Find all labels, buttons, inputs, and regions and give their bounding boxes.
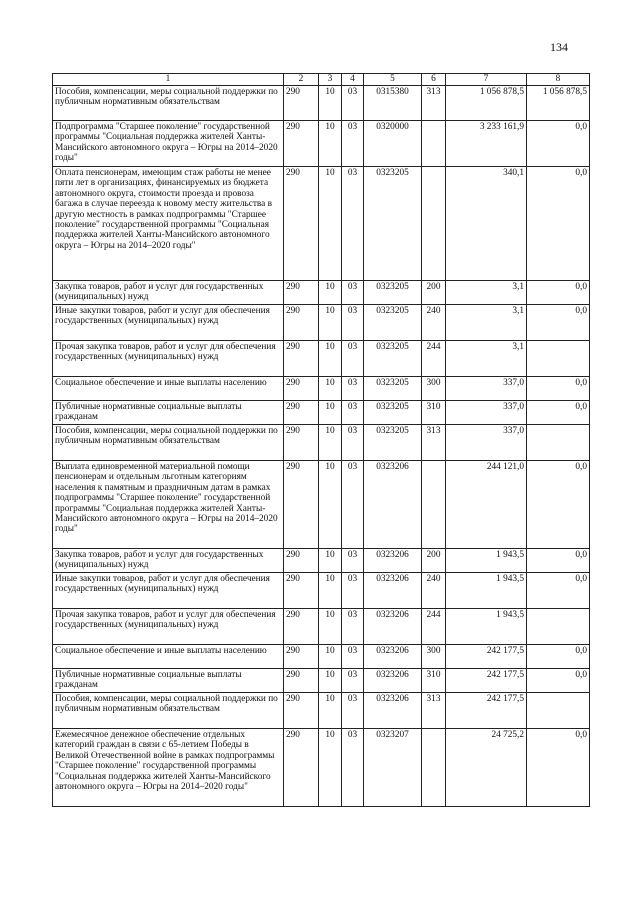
target-article-cell: 0323206 [364,609,422,645]
target-article-cell: 0323207 [364,729,422,807]
amount-subvention-cell: 0,0 [527,549,590,573]
amount-subvention-cell: 0,0 [527,377,590,401]
table-row [53,121,590,167]
amount-subvention-cell: 0,0 [527,573,590,609]
target-article-cell: 0323205 [364,377,422,401]
table-row [53,401,590,425]
expense-type-cell [422,121,446,167]
row-name-cell: Иные закупки товаров, работ и услуг для обеспечения государственных (муниципальных) нужд [53,305,284,341]
amount-subvention-cell: 0,0 [527,305,590,341]
column-header: 7 [446,74,527,86]
admin-code-cell: 290 [284,425,319,461]
expense-type-cell: 310 [422,401,446,425]
row-name-cell: Социальное обеспечение и иные выплаты населению [53,645,284,669]
expense-type-cell: 313 [422,86,446,121]
column-header: 3 [319,74,342,86]
expense-type-cell: 313 [422,425,446,461]
subsection-code-cell: 03 [342,549,364,573]
expense-type-cell: 244 [422,609,446,645]
section-code-cell: 10 [319,645,342,669]
table-row [53,729,590,807]
row-name-cell: Выплата единовременной материальной помощи пенсионерам и отдельным льготным категориям населения к памятным и праздничным датам в рамках подпрограммы "Старшее поколение" государственной программы "Социальная поддержка жителей Ханты-Мансийского автономного округа – Югры на 2014–2020 годы" [53,461,284,549]
target-article-cell: 0315380 [364,86,422,121]
admin-code-cell: 290 [284,167,319,281]
admin-code-cell: 290 [284,341,319,377]
amount-total-cell: 242 177,5 [446,693,527,729]
subsection-code-cell: 03 [342,167,364,281]
amount-total-cell: 3,1 [446,281,527,305]
table-row [53,669,590,693]
amount-total-cell: 337,0 [446,425,527,461]
section-code-cell: 10 [319,573,342,609]
section-code-cell: 10 [319,86,342,121]
admin-code-cell: 290 [284,573,319,609]
column-header: 4 [342,74,364,86]
amount-subvention-cell: 0,0 [527,167,590,281]
section-code-cell: 10 [319,669,342,693]
amount-total-cell: 3,1 [446,341,527,377]
amount-total-cell: 340,1 [446,167,527,281]
expense-type-cell: 200 [422,281,446,305]
amount-total-cell: 3 233 161,9 [446,121,527,167]
target-article-cell: 0323206 [364,693,422,729]
amount-subvention-cell: 0,0 [527,401,590,425]
admin-code-cell: 290 [284,549,319,573]
section-code-cell: 10 [319,341,342,377]
admin-code-cell: 290 [284,121,319,167]
target-article-cell: 0323206 [364,549,422,573]
row-name-cell: Публичные нормативные социальные выплаты гражданам [53,669,284,693]
amount-subvention-cell [527,609,590,645]
target-article-cell: 0323205 [364,167,422,281]
target-article-cell: 0323205 [364,401,422,425]
subsection-code-cell: 03 [342,377,364,401]
expense-type-cell: 313 [422,693,446,729]
target-article-cell: 0323205 [364,281,422,305]
amount-subvention-cell: 0,0 [527,461,590,549]
row-name-cell: Пособия, компенсации, меры социальной поддержки по публичным нормативным обязательствам [53,86,284,121]
subsection-code-cell: 03 [342,693,364,729]
expense-type-cell: 240 [422,305,446,341]
table-row [53,461,590,549]
table-row [53,167,590,281]
column-header: 1 [53,74,284,86]
row-name-cell: Оплата пенсионерам, имеющим стаж работы не менее пяти лет в организациях, финансируемых из бюджета автономного округа, стоимости проезда и провоза багажа в случае переезда к новому месту жительства в другую местность в рамках подпрограммы "Старшее поколение" государственной программы "Социальная поддержка жителей Ханты-Мансийского автономного округа – Югры на 2014–2020 годы" [53,167,284,281]
amount-total-cell: 1 943,5 [446,609,527,645]
admin-code-cell: 290 [284,609,319,645]
budget-table [52,73,590,807]
table-body [53,86,590,807]
subsection-code-cell: 03 [342,729,364,807]
row-name-cell: Закупка товаров, работ и услуг для государственных (муниципальных) нужд [53,281,284,305]
section-code-cell: 10 [319,461,342,549]
admin-code-cell: 290 [284,461,319,549]
target-article-cell: 0323206 [364,461,422,549]
amount-subvention-cell [527,425,590,461]
subsection-code-cell: 03 [342,305,364,341]
subsection-code-cell: 03 [342,669,364,693]
amount-total-cell: 242 177,5 [446,645,527,669]
subsection-code-cell: 03 [342,573,364,609]
section-code-cell: 10 [319,549,342,573]
admin-code-cell: 290 [284,305,319,341]
subsection-code-cell: 03 [342,281,364,305]
table-row [53,693,590,729]
amount-total-cell: 244 121,0 [446,461,527,549]
row-name-cell: Закупка товаров, работ и услуг для государственных (муниципальных) нужд [53,549,284,573]
row-name-cell: Иные закупки товаров, работ и услуг для обеспечения государственных (муниципальных) нужд [53,573,284,609]
section-code-cell: 10 [319,609,342,645]
target-article-cell: 0323205 [364,305,422,341]
target-article-cell: 0323205 [364,341,422,377]
target-article-cell: 0323206 [364,669,422,693]
admin-code-cell: 290 [284,401,319,425]
amount-total-cell: 1 056 878,5 [446,86,527,121]
table-row [53,645,590,669]
amount-subvention-cell: 0,0 [527,121,590,167]
admin-code-cell: 290 [284,86,319,121]
expense-type-cell [422,461,446,549]
amount-subvention-cell: 1 056 878,5 [527,86,590,121]
amount-total-cell: 242 177,5 [446,669,527,693]
page-number: 134 [550,40,568,54]
table-row [53,305,590,341]
table-row [53,281,590,305]
column-header: 6 [422,74,446,86]
table-row [53,573,590,609]
row-name-cell: Пособия, компенсации, меры социальной поддержки по публичным нормативным обязательствам [53,425,284,461]
admin-code-cell: 290 [284,281,319,305]
amount-total-cell: 1 943,5 [446,549,527,573]
row-name-cell: Прочая закупка товаров, работ и услуг для обеспечения государственных (муниципальных) нужд [53,341,284,377]
admin-code-cell: 290 [284,669,319,693]
admin-code-cell: 290 [284,729,319,807]
target-article-cell: 0323206 [364,645,422,669]
amount-total-cell: 1 943,5 [446,573,527,609]
expense-type-cell: 244 [422,341,446,377]
amount-subvention-cell [527,341,590,377]
amount-subvention-cell: 0,0 [527,645,590,669]
column-header: 5 [364,74,422,86]
section-code-cell: 10 [319,167,342,281]
row-name-cell: Подпрограмма "Старшее поколение" государственной программы "Социальная поддержка жителей Ханты-Мансийского автономного округа – Югры на 2014–2020 годы" [53,121,284,167]
amount-total-cell: 24 725,2 [446,729,527,807]
table-row [53,549,590,573]
section-code-cell: 10 [319,693,342,729]
section-code-cell: 10 [319,377,342,401]
target-article-cell: 0320000 [364,121,422,167]
amount-subvention-cell: 0,0 [527,281,590,305]
table-row [53,425,590,461]
row-name-cell: Публичные нормативные социальные выплаты гражданам [53,401,284,425]
section-code-cell: 10 [319,425,342,461]
section-code-cell: 10 [319,121,342,167]
expense-type-cell: 300 [422,645,446,669]
column-header: 2 [284,74,319,86]
row-name-cell: Ежемесячное денежное обеспечение отдельных категорий граждан в связи с 65-летием Победы в Великой Отечественной войне в рамках подпрограммы "Старшее поколение" государственной программы "Социальная поддержка жителей Ханты-Мансийского автономного округа – Югры на 2014–2020 годы" [53,729,284,807]
target-article-cell: 0323205 [364,425,422,461]
section-code-cell: 10 [319,401,342,425]
subsection-code-cell: 03 [342,425,364,461]
admin-code-cell: 290 [284,645,319,669]
subsection-code-cell: 03 [342,461,364,549]
target-article-cell: 0323206 [364,573,422,609]
expense-type-cell: 310 [422,669,446,693]
subsection-code-cell: 03 [342,341,364,377]
table-header-row [53,74,590,86]
table-row [53,377,590,401]
subsection-code-cell: 03 [342,401,364,425]
expense-type-cell [422,167,446,281]
section-code-cell: 10 [319,729,342,807]
expense-type-cell: 200 [422,549,446,573]
admin-code-cell: 290 [284,693,319,729]
row-name-cell: Социальное обеспечение и иные выплаты населению [53,377,284,401]
amount-subvention-cell: 0,0 [527,729,590,807]
column-header: 8 [527,74,590,86]
table-row [53,341,590,377]
amount-total-cell: 3,1 [446,305,527,341]
table-row [53,609,590,645]
section-code-cell: 10 [319,305,342,341]
expense-type-cell [422,729,446,807]
table-row [53,86,590,121]
subsection-code-cell: 03 [342,121,364,167]
row-name-cell: Прочая закупка товаров, работ и услуг для обеспечения государственных (муниципальных) нужд [53,609,284,645]
expense-type-cell: 240 [422,573,446,609]
section-code-cell: 10 [319,281,342,305]
subsection-code-cell: 03 [342,609,364,645]
subsection-code-cell: 03 [342,645,364,669]
amount-total-cell: 337,0 [446,377,527,401]
subsection-code-cell: 03 [342,86,364,121]
amount-subvention-cell [527,693,590,729]
admin-code-cell: 290 [284,377,319,401]
row-name-cell: Пособия, компенсации, меры социальной поддержки по публичным нормативным обязательствам [53,693,284,729]
amount-total-cell: 337,0 [446,401,527,425]
amount-subvention-cell: 0,0 [527,669,590,693]
expense-type-cell: 300 [422,377,446,401]
